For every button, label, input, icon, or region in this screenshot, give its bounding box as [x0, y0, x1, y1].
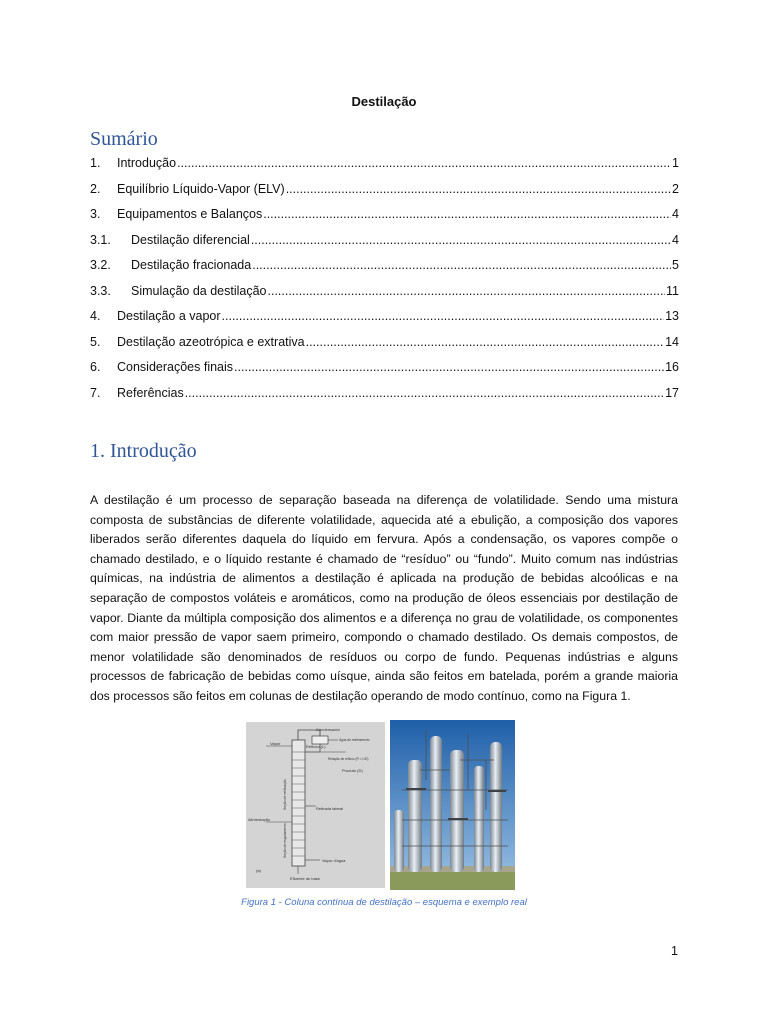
toc-entry[interactable]: [90, 358, 679, 384]
toc-entry-number: 6.: [90, 360, 101, 374]
toc-entry-number: 5.: [90, 334, 101, 349]
label-produto: Produto (D): [342, 768, 363, 773]
toc-entry-number: 2.: [90, 181, 101, 196]
label-vapor-agua: Vapor d'água: [322, 858, 346, 863]
label-razao: Relação de refluxo (R = L/D): [328, 757, 369, 761]
toc-entry-page: 17: [665, 385, 679, 400]
toc-entry-page: 16: [665, 360, 679, 374]
toc-entry[interactable]: [90, 256, 679, 282]
intro-paragraph: A destilação é um processo de separação baseada na diferença de volatilidade. Sendo uma mistura composta de substâncias de diferente volatilidade, aquecida até a ebulição, a composição dos vapores liberados serão diferentes daquela do líquido em fervura. Após a condensação, os vapores compõe o chamado destilado, e o líquido restante é chamado de “resíduo” ou “fundo”. Muito comum nas indústrias químicas, na indústria de alimentos a destilação é aplicada na produção de bebidas alcoólicas e na separação de compostos voláteis e aromáticos, como na produção de óleos essenciais por destilação de vapor. Diante da múltipla composição dos alimentos e a diferença no grau de volatilidade, os componentes com maior pressão de vapor saem primeiro, compondo o chamado destilado. Os demais compostos, de menor volatilidade são denominados de resíduos ou corpo de fundo. Pequenas indústrias e alguns processos de fabricação de bebidas como uísque, ainda são feitos em batelada, porém a grande maioria dos processos são feitos em colunas de destilação operando de modo contínuo, como na Figura 1.: [90, 493, 678, 703]
toc-dot-leader: [251, 231, 671, 249]
toc-entry-page: 2: [672, 181, 679, 196]
table-of-contents: [90, 154, 679, 409]
toc-dot-leader: [177, 154, 671, 172]
toc-entry-page: 1: [672, 156, 679, 170]
toc-dot-leader: [286, 180, 671, 198]
toc-entry-number: 3.1.: [90, 232, 111, 247]
toc-dot-leader: [306, 333, 664, 351]
toc-entry[interactable]: [90, 231, 679, 257]
toc-entry-page: 4: [672, 207, 679, 221]
toc-entry-number: 3.: [90, 207, 101, 221]
toc-entry-label: Destilação a vapor: [117, 309, 221, 323]
distillation-schematic-figure: [246, 722, 385, 888]
toc-entry-number: 4.: [90, 309, 101, 323]
toc-entry[interactable]: [90, 307, 679, 333]
toc-entry-label: Simulação da destilação: [131, 283, 267, 298]
toc-dot-leader: [222, 307, 665, 325]
toc-dot-leader: [185, 384, 664, 402]
toc-entry[interactable]: [90, 205, 679, 231]
distillation-column-photo: [390, 720, 515, 890]
document-title: Destilação: [351, 94, 417, 109]
toc-entry-number: 3.3.: [90, 283, 111, 298]
toc-heading: Sumário: [90, 128, 158, 150]
label-refluxo: Refluxo (L): [306, 744, 326, 749]
label-figure-tag: (a): [256, 868, 261, 873]
toc-entry[interactable]: [90, 384, 679, 410]
toc-entry-label: Referências: [117, 385, 184, 400]
section-heading-introducao: 1. Introdução: [90, 440, 197, 462]
toc-entry-page: 5: [672, 258, 679, 272]
toc-entry-label: Destilação diferencial: [131, 232, 250, 247]
toc-entry[interactable]: [90, 282, 679, 308]
toc-entry-page: 13: [665, 309, 679, 323]
toc-entry-label: Introdução: [117, 156, 177, 170]
toc-entry-number: 3.2.: [90, 258, 111, 272]
label-alimentacao: Alimentação: [248, 817, 271, 822]
label-efluente: Efluente de base: [290, 876, 321, 881]
toc-entry[interactable]: [90, 333, 679, 359]
toc-entry-number: 1.: [90, 156, 101, 170]
label-secao-esgotamento: Seção de esgotamento: [283, 823, 287, 858]
toc-entry-page: 4: [672, 232, 679, 247]
label-condensador: Condensador: [316, 727, 341, 732]
toc-entry-page: 14: [665, 334, 679, 349]
toc-entry-page: 11: [666, 283, 679, 298]
toc-entry-label: Equipamentos e Balanços: [117, 207, 263, 221]
toc-entry-label: Destilação azeotrópica e extrativa: [117, 334, 305, 349]
toc-entry-label: Equilíbrio Líquido-Vapor (ELV): [117, 181, 285, 196]
figure-caption: Figura 1 - Coluna contínua de destilação – esquema e exemplo real: [241, 897, 527, 908]
toc-dot-leader: [268, 282, 666, 300]
toc-entry-number: 7.: [90, 385, 101, 400]
toc-entry-label: Considerações finais: [117, 360, 234, 374]
label-retirada: Retirada lateral: [316, 806, 344, 811]
page-number: 1: [671, 944, 678, 958]
label-vapor: Vapor: [270, 741, 281, 746]
toc-entry[interactable]: [90, 154, 679, 180]
label-secao-retificacao: Seção de retificação: [283, 779, 287, 810]
toc-dot-leader: [263, 205, 671, 223]
toc-dot-leader: [234, 358, 664, 376]
toc-dot-leader: [252, 256, 671, 274]
toc-entry-label: Destilação fracionada: [131, 258, 252, 272]
toc-entry[interactable]: [90, 180, 679, 206]
label-agua: Água de resfriamento: [339, 738, 370, 742]
